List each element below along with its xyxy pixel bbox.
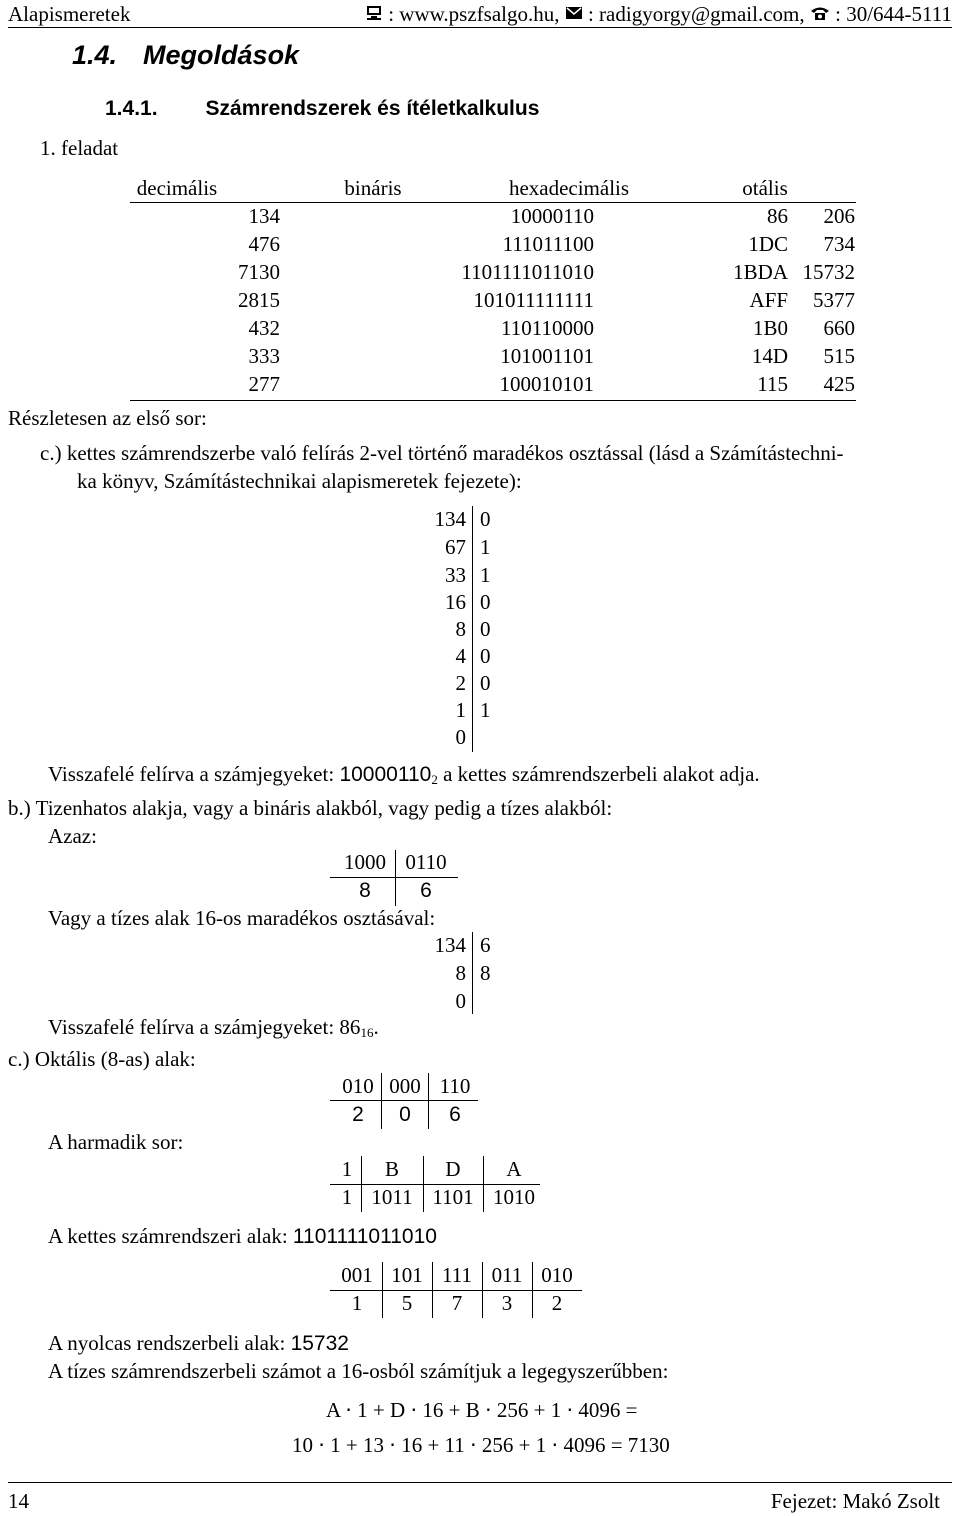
page-number: 14 [8,1489,29,1513]
cell-binary: 111011100 [502,232,594,256]
remainder: 8 [480,961,491,985]
cell-octal: 5377 [813,288,855,312]
cell-decimal: 476 [248,232,280,256]
remainder: 1 [480,698,491,722]
decimal-text: A tízes számrendszerbeli számot a 16-osból számítjuk a legegyszerűbben: [48,1359,669,1383]
header-contact [365,2,952,26]
header-title: Alapismeretek [8,2,131,26]
group-divider [482,1262,483,1318]
cell-hex: 1BDA [733,260,788,284]
triplet: 010 [342,1074,374,1098]
triplet: 010 [541,1263,573,1287]
triplet: 110 [439,1074,471,1098]
cell-octal: 515 [823,344,855,368]
cell-octal: 660 [823,316,855,340]
quotient: 134 [434,507,466,531]
part-a-result: Visszafelé felírva a számjegyeket: $10000110_2$ a kettes számrendszerbeli alakot adja. [48,762,760,787]
formula-line-2: 10 ⋅ 1 + 13 ⋅ 16 + 11 ⋅ 256 + 1 ⋅ 4096 = 7130 [292,1433,670,1457]
header-rule [8,27,952,28]
part-a-line2: ka könyv, Számítástechnikai alapismeretek fejezete): [77,469,522,493]
hex-symbol: A [506,1157,522,1181]
nibble: 0110 [405,850,447,874]
octal-digit: 6 [449,1103,461,1126]
cell-decimal: 134 [248,204,280,228]
footer-author: Fejezet: Makó Zsolt [770,1489,940,1513]
table-bottom-rule [130,400,856,401]
cell-binary: 101001101 [500,344,594,368]
binary-nibble: 1011 [371,1185,413,1209]
remainder: 6 [480,933,491,957]
quotient: 8 [455,617,466,641]
group-divider [432,1262,433,1318]
remainder: 1 [480,535,491,559]
cell-hex: 115 [757,372,788,396]
cell-hex: 14D [751,344,788,368]
cell-octal: 206 [823,204,855,228]
binary-form: A kettes számrendszeri alak: 1101111011010 [48,1224,437,1248]
remainder: 0 [480,507,491,531]
cell-hex: AFF [749,288,788,312]
header-mail: : radigyorgy@gmail.com, [587,2,805,26]
binary-nibble: 1010 [493,1185,535,1209]
octal-digit: 1 [351,1291,363,1315]
group-rule [330,877,458,878]
triplet: 111 [442,1263,472,1287]
octal-digit: 2 [352,1103,364,1126]
formula-line-1: A ⋅ 1 + D ⋅ 16 + B ⋅ 256 + 1 ⋅ 4096 = [326,1398,638,1422]
octal-digit: 5 [401,1291,413,1315]
cell-decimal: 2815 [238,288,280,312]
remainder: 0 [480,617,491,641]
part-b-alt: Vagy a tízes alak 16-os maradékos osztásával: [48,906,436,930]
table-header-rule [130,202,856,203]
part-a-line1: c.) kettes számrendszerbe való felírás 2-vel történő maradékos osztással (lásd a Számítástechni- [40,441,844,465]
footer-rule [8,1482,952,1483]
division-line [472,932,473,1014]
nibble: 1000 [344,850,386,874]
cell-octal: 15732 [802,260,855,284]
third-row-label: A harmadik sor: [48,1130,184,1154]
detail-label: Részletesen az első sor: [8,406,207,430]
binary-nibble: 1 [341,1185,353,1209]
computer-icon [365,2,388,26]
cell-hex: 86 [767,204,788,228]
cell-decimal: 7130 [238,260,280,284]
telephone-icon [810,2,835,26]
part-c-intro: c.) Oktális (8-as) alak: [8,1047,196,1071]
octal-digit: 3 [501,1291,513,1315]
quotient: 67 [445,535,466,559]
subsection-heading: 1.4.1. Számrendszerek és ítéletkalkulus [105,97,540,120]
quotient: 8 [455,961,466,985]
envelope-icon [565,2,588,26]
octal-form: A nyolcas rendszerbeli alak: 15732 [48,1331,349,1355]
triplet: 001 [341,1263,373,1287]
quotient: 134 [434,933,466,957]
cell-octal: 734 [823,232,855,256]
cell-hex: 1DC [748,232,788,256]
cell-binary: 110110000 [501,316,594,340]
part-b-azaz: Azaz: [48,824,97,848]
octal-digit: 2 [551,1291,563,1315]
table-header: otális [742,176,788,200]
hex-digit: 8 [359,879,371,902]
quotient: 0 [455,989,466,1013]
triplet: 000 [389,1074,421,1098]
quotient: 1 [455,698,466,722]
cell-hex: 1B0 [752,316,788,340]
task-label: 1. feladat [40,136,119,160]
group-divider [382,1262,383,1318]
cell-octal: 425 [823,372,855,396]
hex-symbol: B [384,1157,399,1181]
header-phone: : 30/644-5111 [835,2,952,26]
group-divider [381,1073,382,1129]
octal-digit: 0 [399,1103,411,1126]
cell-decimal: 432 [248,316,280,340]
quotient: 16 [445,590,466,614]
hex-symbol: 1 [341,1157,353,1181]
hex-symbol: D [445,1157,461,1181]
section-heading: 1.4. Megoldások [72,40,300,70]
cell-binary: 10000110 [510,204,594,228]
remainder: 0 [480,644,491,668]
remainder: 0 [480,590,491,614]
part-b-intro: b.) Tizenhatos alakja, vagy a bináris alakból, vagy pedig a tízes alakból: [8,796,613,820]
quotient: 2 [455,671,466,695]
cell-decimal: 277 [248,372,280,396]
cell-decimal: 333 [248,344,280,368]
header-web: : www.pszfsalgo.hu, [388,2,560,26]
triplet: 101 [391,1263,423,1287]
binary-nibble: 1101 [432,1185,474,1209]
octal-digit: 7 [451,1291,463,1315]
cell-binary: 1101111011010 [461,260,594,284]
part-b-result: Visszafelé felírva a számjegyeket: $86_{16}$. [48,1015,379,1040]
cell-binary: 101011111111 [473,288,594,312]
remainder: 1 [480,563,491,587]
group-divider [428,1073,429,1129]
group-divider [532,1262,533,1318]
table-header: hexadecimális [508,176,630,200]
cell-binary: 100010101 [499,372,594,396]
table-header: bináris [344,176,402,200]
triplet: 011 [491,1263,523,1287]
remainder: 0 [480,671,491,695]
group-rule [330,1100,478,1101]
quotient: 33 [445,563,466,587]
hex-digit: 6 [420,879,432,902]
division-line [472,506,473,752]
table-header: decimális [136,176,218,200]
quotient: 4 [455,644,466,668]
quotient: 0 [455,725,466,749]
